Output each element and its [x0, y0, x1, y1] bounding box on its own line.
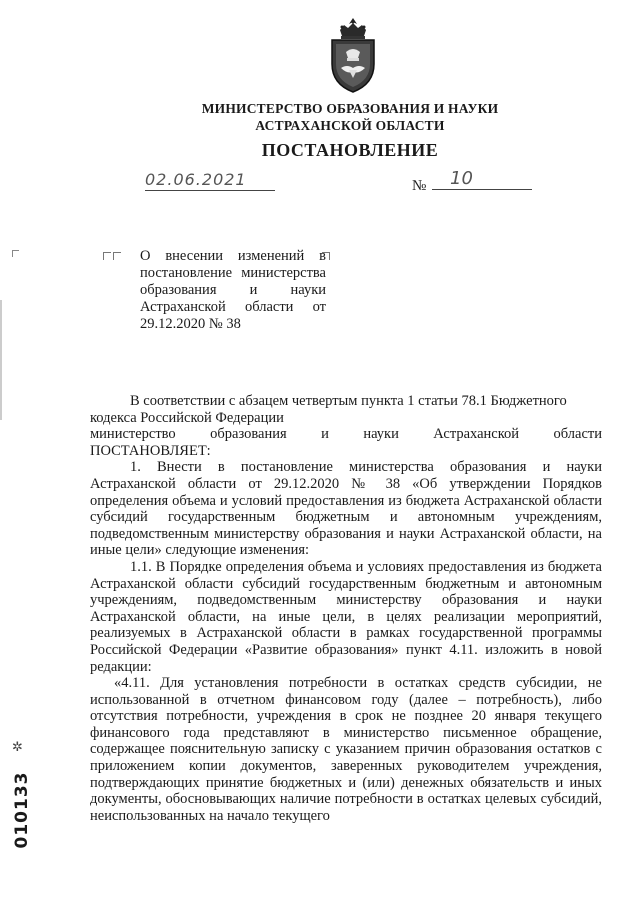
number-label: № [412, 178, 427, 194]
margin-ornament: ✲ [12, 740, 23, 755]
ministry-name-line-1: МИНИСТЕРСТВО ОБРАЗОВАНИЯ И НАУКИ [201, 101, 499, 116]
quoted-item-4-11: «4.11. Для установления потребности в остатках средств субсидии, не использованной в отчетном финансовом году (далее – потребность), либо отсутствия потребности, учреждения в срок не позднее 20 января текущего финансового года представляют в министерство письменное обращение, содержащее пояснительную записку с указанием причин образования остатков с приложением копии документов, заверенных руководителем учреждения, подтверждающих принятие бюджетных и (или) денежных обязательств и иных документы, обосновывающих наличие потребности в остатках целевых субсидий, неиспользованных на начало текущего [90, 675, 602, 824]
document-type-title: ПОСТАНОВЛЕНИЕ [261, 140, 439, 160]
document-body [90, 393, 602, 824]
item-1-1: 1.1. В Порядке определения объема и условиях предоставления из бюджета Астраханской области субсидий государственным бюджетным и автономным учреждениям, подведомственным министерству образования и науки Астраханской области, на иные цели, в целях реализации мероприятий, реализуемых в Астраханской области в рамках государственной программы Российской Федерации «Развитие образования» пункт 4.11. изложить в новой редакции: [90, 558, 602, 675]
item-1: 1. Внести в постановление министерства образования и науки Астраханской области от 29.12.2020 № 38 «Об утверждении Порядков определения объема и условий предоставления из бюджета Астраханской области субсидий государственным бюджетным и автономным учреждениям, подведомственным министерству образования и науки Астраханской области, на иные цели» следующие изменения: [90, 459, 602, 559]
preamble-line-2: министерство образования и науки Астраханской области [90, 426, 602, 443]
preamble-line-1: В соответствии с абзацем четвертым пункта 1 статьи 78.1 Бюджетного кодекса Российской Федерации [90, 393, 567, 426]
bracket-corner-left-2 [113, 252, 121, 260]
document-number: 10 [432, 168, 532, 190]
serial-number-vertical: 010133 [12, 771, 32, 849]
document-date: 02.06.2021 [145, 170, 275, 191]
scan-edge-mark [0, 300, 2, 420]
margin-tick-mark [12, 250, 19, 257]
ministry-name-line-2: АСТРАХАНСКОЙ ОБЛАСТИ [255, 118, 445, 133]
document-subject: О внесении изменений в постановление министерства образования и науки Астраханской области от 29.12.2020 № 38 [140, 248, 326, 332]
decree-word: ПОСТАНОВЛЯЕТ: [90, 442, 211, 459]
coat-of-arms-emblem [322, 16, 384, 96]
bracket-corner-left [103, 252, 111, 260]
